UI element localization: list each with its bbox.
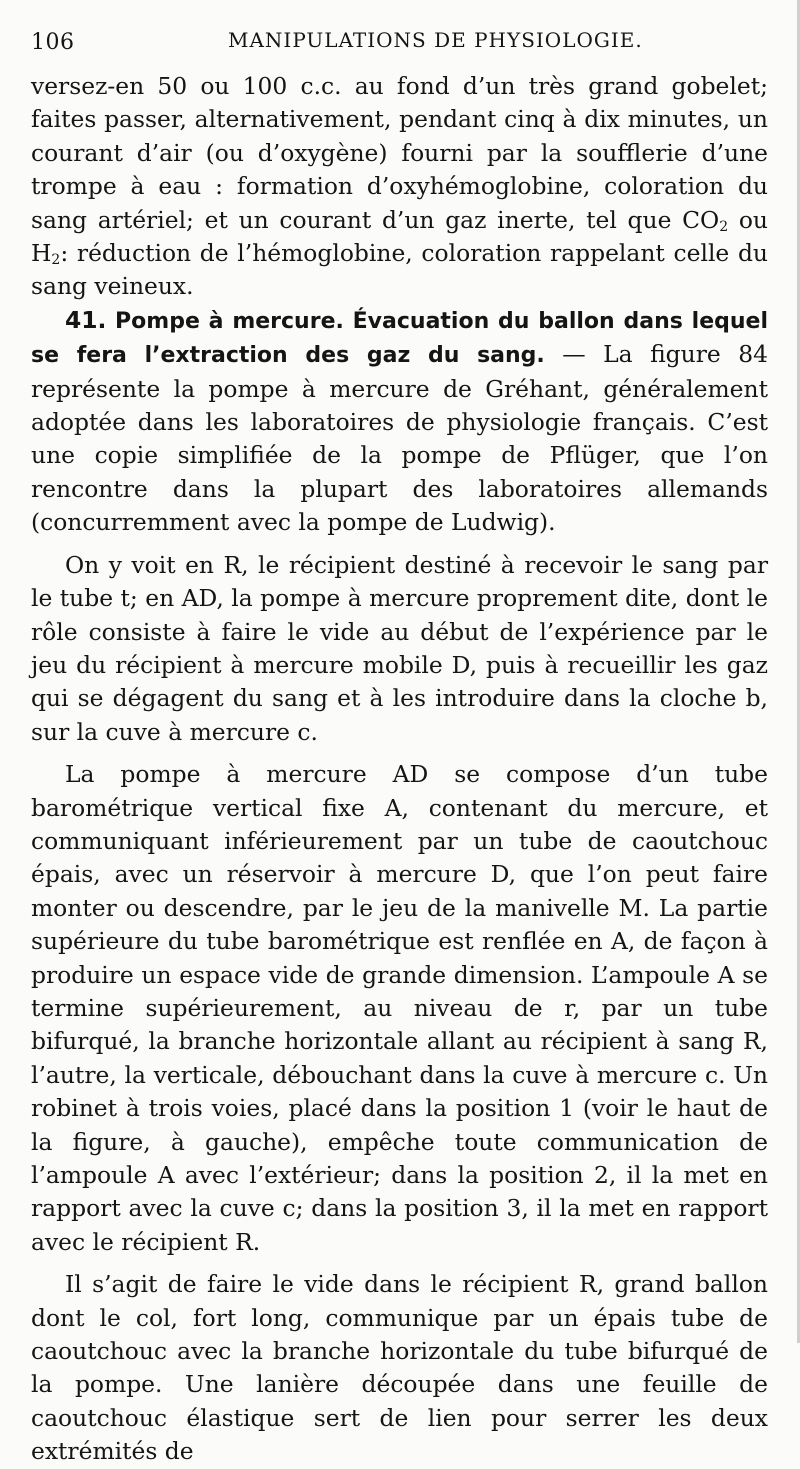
body-text xyxy=(31,70,768,1469)
page-header xyxy=(31,24,768,64)
paragraph-4: La pompe à mercure AD se compose d’un tube barométrique vertical fixe A, contenant du mercure, et communiquant inférieurement par un tube de caoutchouc épais, avec un réservoir à mercure D, que l’on peut faire monter ou descendre, par le jeu de la manivelle M. La partie supérieure du tube barométrique est renflée en A, de façon à produire un espace vide de grande dimension. L’ampoule A se termine supérieurement, au niveau de r, par un tube bifurqué, la branche horizontale allant au récipient à sang R, l’autre, la verticale, débouchant dans la cuve à mercure c. Un robinet à trois voies, placé dans la position 1 (voir le haut de la figure, à gauche), empêche toute communication de l’ampoule A avec l’extérieur; dans la position 2, il la met en rapport avec la cuve c; dans la position 3, il la met en rapport avec le récipient R. xyxy=(31,760,768,1256)
running-title: MANIPULATIONS DE PHYSIOLOGIE. xyxy=(228,28,643,52)
paragraph-3: On y voit en R, le récipient destiné à recevoir le sang par le tube t; en AD, la pompe à mercure proprement dite, dont le rôle consiste à faire le vide au début de l’expérience par le jeu du récipient à mercure mobile D, puis à recueillir les gaz qui se dégagent du sang et à les introduire dans la cloche b, sur la cuve à mercure c. xyxy=(31,550,768,746)
paragraph-1-text: versez-en 50 ou 100 c.c. au fond d’un très grand gobelet; faites passer, alternativement, pendant cinq à dix minutes, un courant d’air (ou d’oxygène) fourni par la soufflerie d’une trompe à eau : formation d’oxyhémoglobine, coloration du sang artériel; et un courant d’un gaz inerte, tel que CO xyxy=(31,72,768,234)
paragraph-1-mid: ou H xyxy=(31,205,768,268)
section-number: 41. xyxy=(65,305,107,334)
page-number: 106 xyxy=(31,30,75,55)
paragraph-2-text: — La figure 84 représente la pompe à mercure de Gréhant, généralement adoptée dans les laboratoires de physiologie français. C’est une copie simplifiée de la pompe de Pflüger, que l’on rencontre dans la plupart des laboratoires allemands (concurremment avec la pompe de Ludwig). xyxy=(31,340,768,537)
subscript-h2: 2 xyxy=(51,252,61,269)
paragraph-1-end: : réduction de l’hémoglobine, coloration rappelant celle du sang veineux. xyxy=(31,239,768,301)
paragraph-2 xyxy=(31,304,768,540)
subscript-co2: 2 xyxy=(719,218,729,235)
paragraph-1 xyxy=(31,70,768,304)
paragraph-5: Il s’agit de faire le vide dans le récipient R, grand ballon dont le col, fort long, communique par un épais tube de caoutchouc avec la branche horizontale du tube bifurqué de la pompe. Une lanière découpée dans une feuille de caoutchouc élastique sert de lien pour serrer les deux extrémités de xyxy=(31,1270,768,1466)
section-heading: Pompe à mercure. Évacuation du ballon dans lequel se fera l’extraction des gaz du sang. xyxy=(31,308,769,369)
